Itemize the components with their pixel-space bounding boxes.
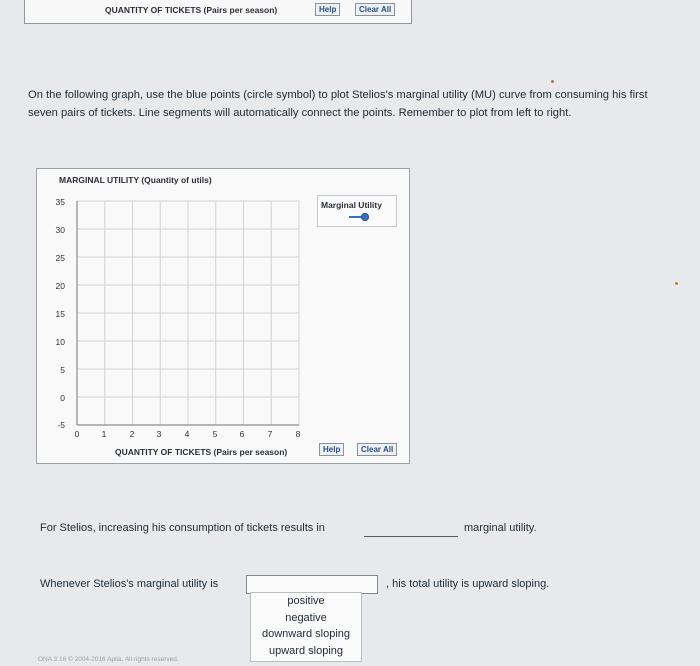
dropdown-option-upward-sloping[interactable]: upward sloping	[269, 644, 343, 657]
question2-dropdown-menu	[250, 592, 362, 662]
x-axis-label: QUANTITY OF TICKETS (Pairs per season)	[115, 447, 288, 457]
y-tick-label: 30	[55, 225, 65, 235]
question1-suffix: marginal utility.	[464, 522, 537, 534]
dropdown-option-negative[interactable]: negative	[285, 611, 327, 624]
y-tick-label: 5	[60, 365, 65, 375]
y-tick-label: 25	[55, 253, 65, 263]
circle-icon	[361, 213, 368, 220]
stray-mark	[551, 80, 554, 83]
legend-label: Marginal Utility	[321, 200, 382, 210]
copyright-footer: ONA 3.16 © 2004-2016 Aplia. All rights reserved.	[38, 656, 179, 663]
y-tick-label: 35	[55, 197, 65, 207]
y-tick-label: 20	[55, 281, 65, 291]
y-tick-label: 0	[60, 393, 65, 403]
y-axis-title: MARGINAL UTILITY (Quantity of utils)	[59, 175, 212, 185]
x-tick-label: 3	[156, 429, 162, 439]
x-tick-label: 6	[239, 429, 245, 439]
help-button[interactable]: Help	[319, 443, 344, 456]
graph-panel	[36, 168, 410, 464]
stray-mark	[675, 282, 678, 285]
question1-prefix: For Stelios, increasing his consumption of tickets results in	[40, 522, 325, 534]
top-graph-panel	[24, 0, 412, 24]
x-tick-label: 2	[129, 429, 135, 439]
x-tick-label: 0	[74, 429, 80, 439]
top-help-button[interactable]: Help	[315, 3, 340, 16]
question2-prefix: Whenever Stelios's marginal utility is	[40, 578, 219, 590]
question1-answer-blank[interactable]	[364, 536, 458, 537]
x-tick-label: 5	[212, 429, 218, 439]
legend-box	[317, 195, 397, 227]
top-x-axis-label: QUANTITY OF TICKETS (Pairs per season)	[105, 5, 278, 15]
x-tick-label: 4	[184, 429, 190, 439]
x-tick-label: 7	[267, 429, 273, 439]
x-tick-label: 1	[101, 429, 107, 439]
marginal-utility-point-tool[interactable]	[346, 211, 376, 223]
y-tick-label: -5	[57, 420, 65, 430]
y-tick-label: 15	[55, 309, 65, 319]
instructions-text: On the following graph, use the blue points (circle symbol) to plot Stelios's marginal utility (MU) curve from consuming his first seven pairs of tickets. Line segments will automatically connect the points. Remember to plot from left to right.	[28, 89, 648, 119]
top-clear-all-button[interactable]: Clear All	[355, 3, 395, 16]
dropdown-option-downward-sloping[interactable]: downward sloping	[261, 628, 351, 640]
question2-suffix: , his total utility is upward sloping.	[386, 578, 550, 590]
x-tick-label: 8	[295, 429, 301, 439]
y-tick-label: 10	[55, 337, 65, 347]
dropdown-option-positive[interactable]: positive	[287, 595, 325, 607]
clear-all-button[interactable]: Clear All	[357, 443, 397, 456]
